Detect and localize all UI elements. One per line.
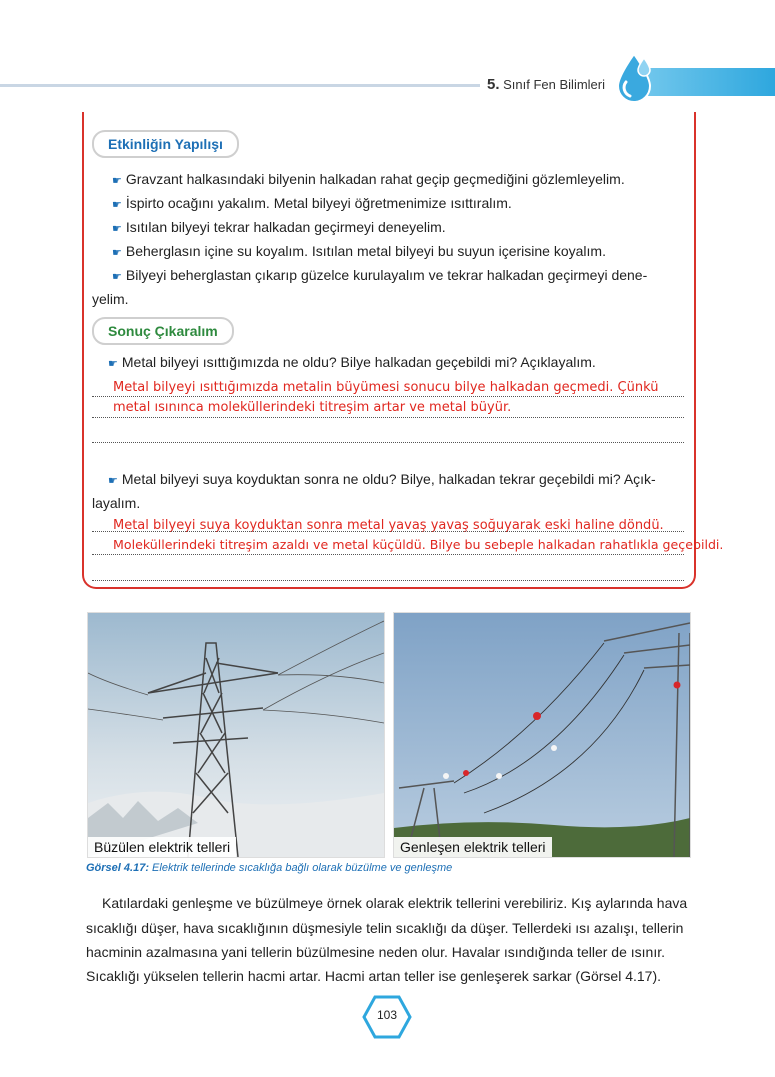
summer-pylon-illustration [394, 613, 690, 857]
answer-dotted-line [92, 442, 684, 443]
marker-ball [463, 770, 469, 776]
answer-dotted-line [92, 417, 684, 418]
water-drop-icon [614, 52, 654, 104]
step-2: ☛ İspirto ocağını yakalım. Metal bilyeyi öğretmenimize ısıttıralım. [112, 195, 512, 211]
pointing-hand-icon: ☛ [108, 475, 118, 487]
pointing-hand-icon: ☛ [112, 247, 122, 259]
page-number: 103 [376, 1008, 398, 1022]
step-3: ☛ Isıtılan bilyeyi tekrar halkadan geçirmeyi deneyelim. [112, 219, 446, 235]
step-5: ☛ Bilyeyi beherglastan çıkarıp güzelce kurulayalım ve tekrar halkadan geçirmeyi dene- [112, 267, 648, 283]
activity-heading: Etkinliğin Yapılışı [92, 130, 239, 158]
answer-2-line-2: Moleküllerindeki titreşim azaldı ve metal küçüldü. Bilye bu sebeple halkadan rahatlıkla geçebildi. [113, 537, 724, 552]
figure-text: Elektrik tellerinde sıcaklığa bağlı olarak büzülme ve genleşme [152, 862, 453, 874]
winter-pylon-illustration [88, 613, 384, 857]
step-1: ☛ Gravzant halkasındaki bilyenin halkadan rahat geçip geçmediğini gözlemleyelim. [112, 171, 625, 187]
right-photo-caption: Genleşen elektrik telleri [394, 837, 552, 857]
question-1: ☛ Metal bilyeyi ısıttığımızda ne oldu? Bilye halkadan geçebildi mi? Açıklayalım. [108, 354, 596, 370]
answer-2-line-1: Metal bilyeyi suya koyduktan sonra metal yavaş yavaş soğuyarak eski haline döndü. [113, 518, 664, 533]
marker-ball [443, 773, 449, 779]
question-2-continued: layalım. [92, 495, 141, 511]
answer-dotted-line [92, 531, 684, 532]
answer-dotted-line [92, 396, 684, 397]
body-line-1: Katılardaki genleşme ve büzülmeye örnek olarak elektrik tellerini verebiliriz. Kış aylarında hava [102, 895, 688, 911]
page-number-badge [362, 994, 412, 1040]
photo-contracted-power-lines [87, 612, 385, 858]
answer-dotted-line [92, 580, 684, 581]
header-rule [0, 84, 480, 87]
figure-caption [86, 862, 452, 874]
body-line-3: hacminin azalmasına yani tellerin büzülmesine neden olur. Havalar ısındığında teller de ısınır. [86, 944, 665, 960]
header-title [487, 76, 605, 93]
step-5-continued: yelim. [92, 291, 129, 307]
marker-ball [674, 682, 681, 689]
pointing-hand-icon: ☛ [112, 223, 122, 235]
pointing-hand-icon: ☛ [112, 175, 122, 187]
pointing-hand-icon: ☛ [112, 199, 122, 211]
left-photo-caption: Büzülen elektrik telleri [88, 837, 236, 857]
marker-ball [551, 745, 557, 751]
header-number: 5. [487, 76, 500, 93]
header-color-bar [648, 68, 775, 96]
marker-ball [496, 773, 502, 779]
question-2: ☛ Metal bilyeyi suya koyduktan sonra ne oldu? Bilye, halkadan tekrar geçebildi mi? Açık- [108, 471, 656, 487]
pointing-hand-icon: ☛ [112, 271, 122, 283]
answer-1-line-2: metal ısınınca moleküllerindeki titreşim artar ve metal büyür. [113, 400, 512, 415]
header-subject: Sınıf Fen Bilimleri [503, 77, 606, 92]
marker-ball [533, 712, 541, 720]
body-line-2: sıcaklığı düşer, hava sıcaklığının düşmesiyle telin sıcaklığı da düşer. Tellerdeki ısı azalışı, tellerin [86, 920, 684, 936]
pointing-hand-icon: ☛ [108, 358, 118, 370]
answer-1-line-1: Metal bilyeyi ısıttığımızda metalin büyümesi sonucu bilye halkadan geçmedi. Çünkü [113, 380, 659, 395]
conclusion-heading: Sonuç Çıkaralım [92, 317, 234, 345]
answer-dotted-line [92, 554, 684, 555]
step-4: ☛ Beherglasın içine su koyalım. Isıtılan metal bilyeyi bu suyun içerisine koyalım. [112, 243, 606, 259]
body-line-4: Sıcaklığı yükselen tellerin hacmi artar. Hacmi artan teller ise genleşerek sarkar (Görsel 4.17). [86, 968, 662, 984]
photo-expanded-power-lines [393, 612, 691, 858]
figure-label: Görsel 4.17: [86, 862, 149, 874]
